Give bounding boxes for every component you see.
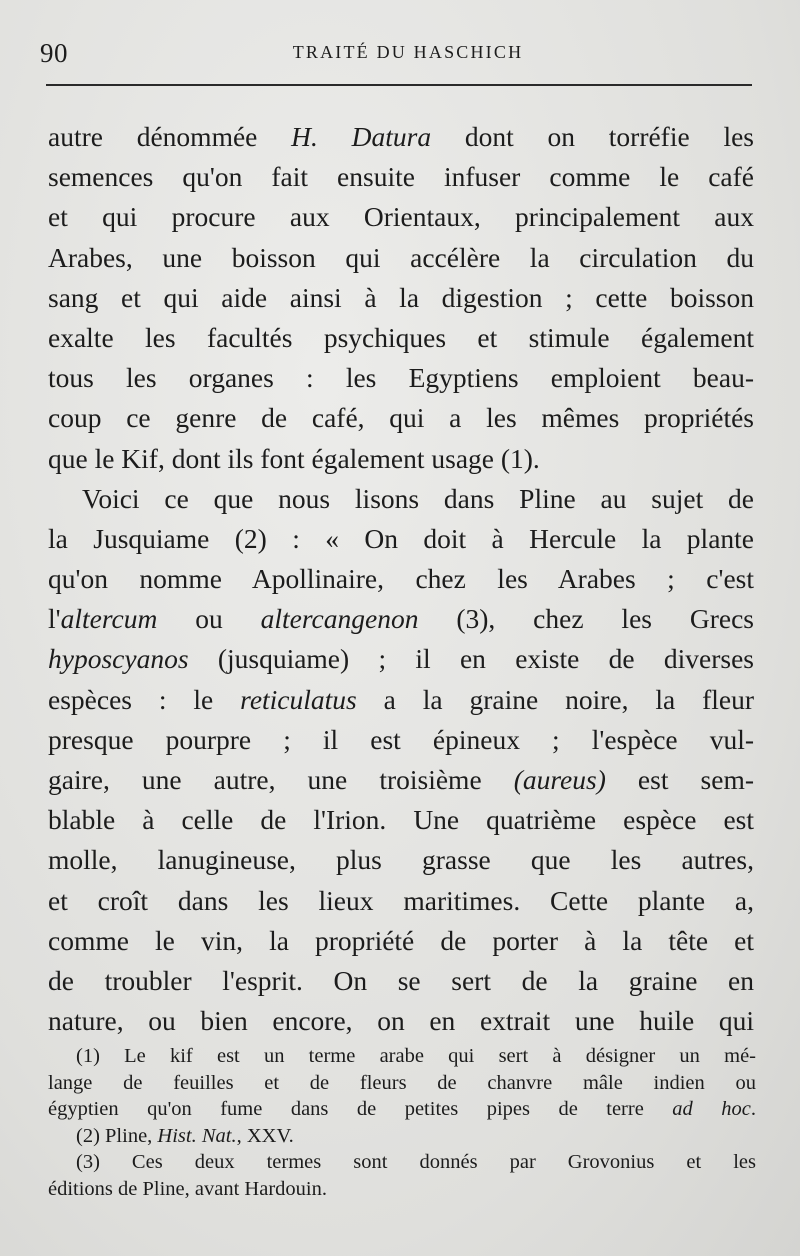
text-run: , XXV. — [236, 1124, 294, 1147]
text-line — [48, 197, 754, 237]
text-line — [48, 238, 754, 278]
footnote-line — [48, 1070, 756, 1097]
footnotes — [48, 1043, 756, 1202]
text-line — [48, 921, 754, 961]
text-run: l' — [48, 603, 61, 635]
text-line — [48, 398, 754, 438]
text-run: dont on torréfie les — [431, 121, 755, 152]
footnote-line — [48, 1096, 756, 1123]
text-run: . — [750, 1098, 756, 1120]
text-run: lange de feuilles et de fleurs de chanvre mâle indien ou — [48, 1071, 756, 1094]
text-run: a la graine noire, la fleur — [356, 683, 754, 715]
text-line — [48, 840, 754, 880]
body-text — [48, 117, 754, 1041]
text-run: Voici ce que nous lisons dans Pline au sujet de — [82, 482, 754, 514]
text-run: comme le vin, la propriété de porter à la tête et — [48, 924, 754, 956]
text-run: (3) Ces deux termes sont donnés par Grovonius et les — [76, 1151, 756, 1173]
text-line — [48, 599, 754, 639]
text-line — [48, 639, 754, 679]
text-run: tous les organes : les Egyptiens emploient beau- — [48, 362, 754, 394]
text-run: nature, ou bien encore, on en extrait une huile qui — [48, 1005, 754, 1037]
italic-text: reticulatus — [240, 683, 357, 715]
text-run: espèces : le — [48, 683, 241, 715]
text-line — [48, 720, 754, 760]
text-line — [48, 961, 754, 1001]
page-header — [40, 38, 752, 72]
text-line — [48, 358, 754, 398]
italic-text: Hist. Nat. — [157, 1124, 237, 1147]
text-run: la Jusquiame (2) : « On doit à Hercule la plante — [48, 522, 754, 554]
italic-text: H. Datura — [291, 121, 432, 152]
text-run: égyptien qu'on fume dans de petites pipes de terre — [48, 1098, 673, 1120]
text-run: gaire, une autre, une troisième — [48, 764, 514, 795]
text-run: que le Kif, dont ils font également usage (1). — [48, 442, 540, 474]
text-line — [48, 157, 754, 197]
text-run: (3), chez les Grecs — [418, 603, 754, 635]
text-run: blable à celle de l'Irion. Une quatrième espèce est — [48, 804, 754, 836]
text-run: éditions de Pline, avant Hardouin. — [48, 1177, 327, 1200]
text-line — [48, 559, 754, 599]
text-run: semences qu'on fait ensuite infuser comme le café — [48, 161, 754, 193]
text-run: presque pourpre ; il est épineux ; l'espèce vul- — [48, 723, 754, 755]
text-run: ou — [157, 603, 261, 635]
footnote-line — [48, 1123, 756, 1150]
text-line — [48, 1001, 754, 1041]
text-run: (2) Pline, — [76, 1124, 158, 1147]
text-run: Arabes, une boisson qui accélère la circulation du — [48, 241, 754, 273]
text-run: et qui procure aux Orientaux, principalement aux — [48, 201, 754, 233]
running-title: TRAITÉ DU HASCHICH — [292, 42, 524, 62]
text-line — [48, 117, 754, 157]
footnote-line — [48, 1176, 756, 1203]
text-line — [48, 479, 754, 519]
text-run: et croît dans les lieux maritimes. Cette plante a, — [48, 884, 754, 916]
text-run: qu'on nomme Apollinaire, chez les Arabes ; c'est — [48, 563, 754, 595]
text-line — [48, 439, 754, 479]
text-run: (1) Le kif est un terme arabe qui sert à désigner un mé- — [76, 1045, 756, 1067]
text-line — [48, 680, 754, 720]
text-line — [48, 519, 754, 559]
text-run: sang et qui aide ainsi à la digestion ; cette boisson — [48, 281, 754, 313]
page-number: 90 — [40, 38, 68, 68]
text-run: coup ce genre de café, qui a les mêmes propriétés — [48, 402, 754, 434]
text-line — [48, 760, 754, 800]
text-run: molle, lanugineuse, plus grasse que les autres, — [48, 844, 754, 876]
italic-text: altercum — [60, 603, 158, 635]
italic-text: hyposcyanos — [48, 643, 189, 675]
text-run: (jusquiame) ; il en existe de diverses — [188, 643, 754, 675]
header-rule — [46, 84, 752, 86]
italic-text: altercangenon — [260, 603, 419, 635]
italic-text: (aureus) — [513, 764, 606, 795]
text-line — [48, 318, 754, 358]
text-line — [48, 278, 754, 318]
text-run: exalte les facultés psychiques et stimule également — [48, 321, 754, 353]
text-run: de troubler l'esprit. On se sert de la graine en — [48, 964, 754, 996]
footnote-line — [48, 1043, 756, 1070]
text-line — [48, 881, 754, 921]
text-run: autre dénommée — [48, 121, 292, 152]
text-run: est sem- — [605, 764, 754, 795]
italic-text: ad hoc — [672, 1098, 751, 1120]
footnote-line — [48, 1149, 756, 1176]
text-line — [48, 800, 754, 840]
